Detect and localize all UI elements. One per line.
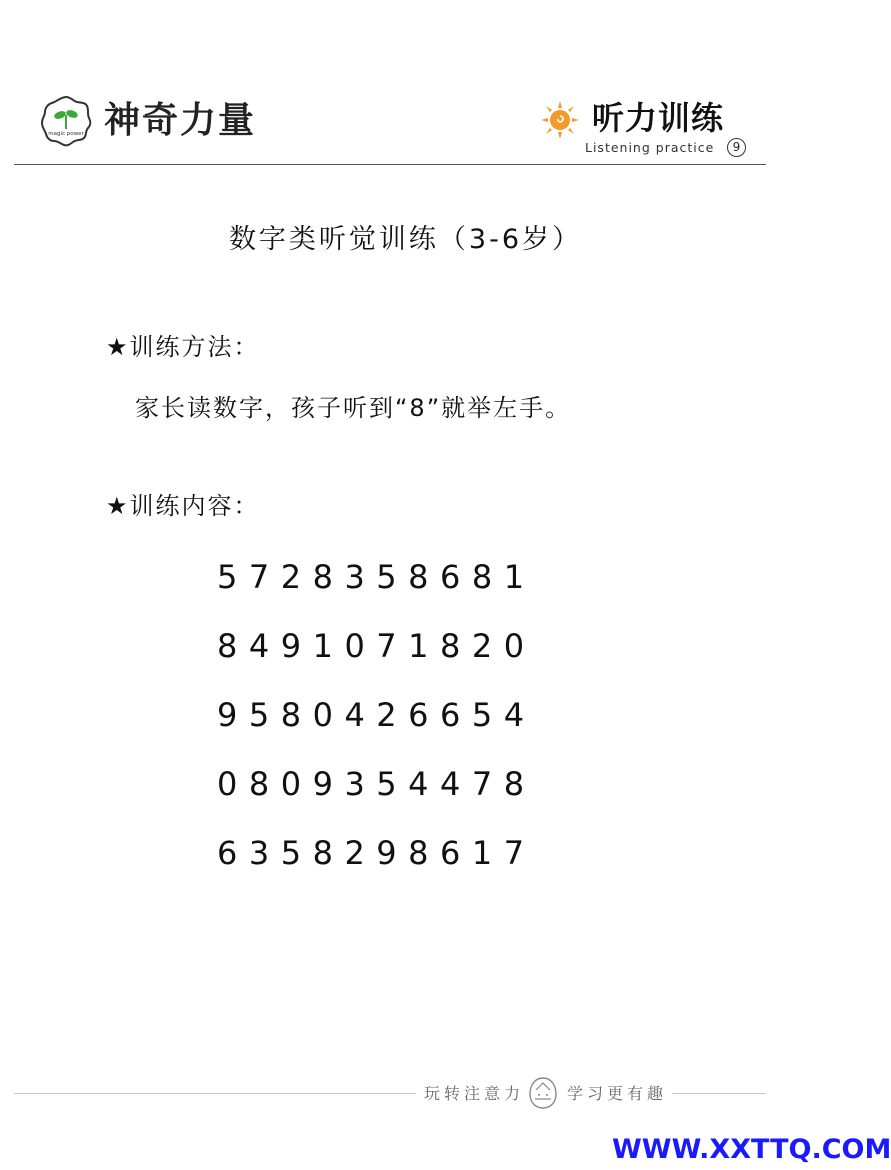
svg-text:magic power: magic power <box>48 131 84 137</box>
document-title: 数字类听觉训练（3-6岁） <box>228 224 583 255</box>
mascot-icon <box>527 1075 559 1111</box>
digit-row-1: 5728358681 <box>217 558 536 596</box>
sprout-logo-icon <box>40 95 92 147</box>
digit-row-4: 0809354478 <box>217 765 536 803</box>
section-title: 听力训练 <box>592 99 725 137</box>
content-heading: ★训练内容： <box>106 492 260 520</box>
digit-row-2: 8491071820 <box>217 627 536 665</box>
page-header <box>0 0 811 170</box>
footer-slogan-left: 玩转注意力 <box>424 1084 525 1103</box>
brand-name: 神奇力量 <box>104 100 257 141</box>
digit-row-5: 6358298617 <box>217 834 536 872</box>
footer-slogan-right: 学习更有趣 <box>567 1084 668 1103</box>
section-subtitle: Listening practice <box>585 140 715 155</box>
digit-row-3: 9580426654 <box>217 696 536 734</box>
header-divider <box>14 164 766 165</box>
footer-divider-right <box>672 1093 766 1094</box>
page-number: 9 <box>727 138 746 157</box>
method-heading: ★训练方法： <box>106 333 260 361</box>
footer-divider-left <box>14 1093 416 1094</box>
method-instruction: 家长读数字，孩子听到“8”就举左手。 <box>135 394 572 422</box>
sun-icon <box>539 99 581 141</box>
watermark-url: WWW.XXTTQ.COM <box>612 1134 891 1165</box>
